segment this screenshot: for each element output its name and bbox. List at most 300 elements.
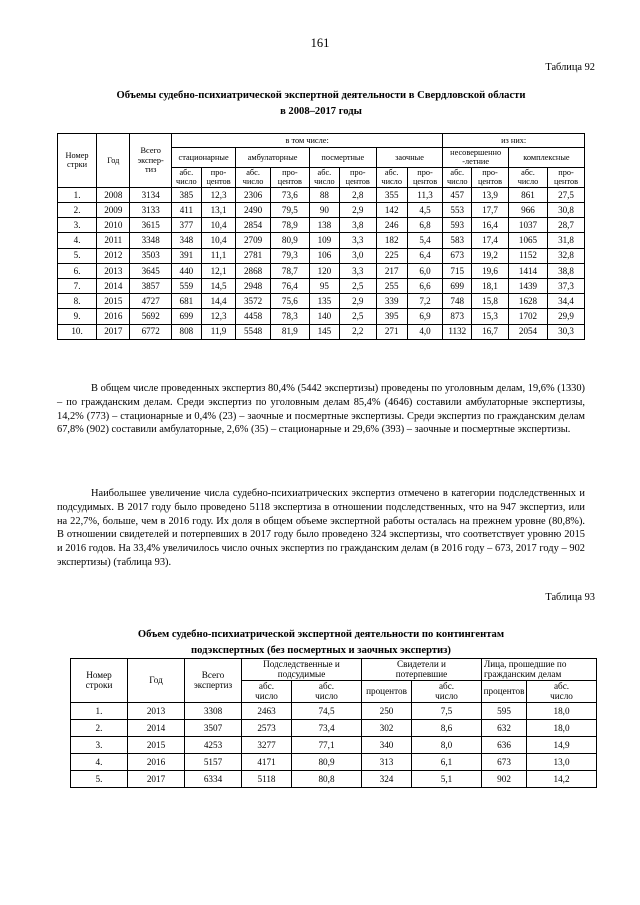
- cell-n: 2.: [58, 203, 97, 218]
- th-minors-l1: несовершенно: [450, 148, 502, 157]
- cell-min-abs: 1132: [443, 324, 472, 339]
- cell-cmp-pct: 29,9: [548, 309, 585, 324]
- cell-abs-abs: 225: [376, 248, 407, 263]
- cell-post-pct: 2,9: [339, 203, 376, 218]
- cell-post-abs: 135: [309, 294, 339, 309]
- cell-abs-abs: 355: [376, 187, 407, 202]
- cell-stat-pct: 14,4: [201, 294, 236, 309]
- cell-abs-pct: 11,3: [407, 187, 443, 202]
- cell-civ-pct: 14,2: [527, 770, 597, 787]
- table-93-title-line2: подэкспертных (без посмертных и заочных экспертиз): [191, 644, 451, 656]
- cell-stat-abs: 559: [171, 278, 201, 293]
- th93-row-number-l2: строки: [85, 680, 113, 691]
- cell-stat-abs: 681: [171, 294, 201, 309]
- th93-civ-abs: [527, 680, 597, 702]
- cell-post-abs: 138: [309, 218, 339, 233]
- cell-cmp-abs: 1628: [508, 294, 547, 309]
- cell-total: 3133: [130, 203, 171, 218]
- cell-civ-pct: 13,0: [527, 753, 597, 770]
- cell-min-pct: 17,4: [472, 233, 509, 248]
- paragraph-1: В общем числе проведенных экспертиз 80,4% (5442 экспертизы) проведены по уголовным делам, 19,6% (1330) – по гражданским делам. Среди экспертиз по уголовным делам 85,4% (4646) составили амбулаторные экспертизы, 14,2% (773) – стационарные и 0,4% (23) – заочные и посмертные экспертизы. Среди экспертиз по гражданским делам 67,8% (902) составили амбулаторные, 2,6% (35) – стационарные и 29,6% (393) – заочные и посмертные экспертизы.: [57, 383, 585, 436]
- cell-stat-abs: 411: [171, 203, 201, 218]
- cell-n: 9.: [58, 309, 97, 324]
- cell-stat-pct: 12,1: [201, 263, 236, 278]
- th-absentee-pct: [407, 167, 443, 187]
- th-year: Год: [97, 134, 130, 188]
- cell-min-abs: 553: [443, 203, 472, 218]
- cell-abs-pct: 4,5: [407, 203, 443, 218]
- th93-civil: [482, 659, 597, 681]
- cell-stat-pct: 12,3: [201, 187, 236, 202]
- th-minors-pct: [472, 167, 509, 187]
- cell-min-pct: 16,4: [472, 218, 509, 233]
- th93-abs-l2: число: [550, 691, 573, 702]
- cell-year: 2015: [97, 294, 130, 309]
- cell-year: 2013: [97, 263, 130, 278]
- cell-civ-abs: 595: [482, 702, 527, 719]
- th-stationary: стационарные: [171, 148, 235, 168]
- th-pct-l2: центов: [345, 177, 370, 187]
- cell-amb-abs: 5548: [236, 324, 271, 339]
- cell-n: 2.: [71, 719, 128, 736]
- th-abs-l1: абс.: [317, 167, 332, 177]
- th93-witnesses-l2: потерпевшие: [395, 669, 448, 680]
- cell-stat-abs: 808: [171, 324, 201, 339]
- cell-total: 3134: [130, 187, 171, 202]
- cell-stat-abs: 391: [171, 248, 201, 263]
- cell-civ-pct: 18,0: [527, 702, 597, 719]
- cell-post-pct: 3,8: [339, 218, 376, 233]
- table-row: [71, 770, 597, 787]
- cell-n: 3.: [58, 218, 97, 233]
- cell-min-pct: 18,1: [472, 278, 509, 293]
- th-minors-l2: -летние: [462, 157, 490, 167]
- table-row: [71, 702, 597, 719]
- th-complex-abs: [508, 167, 547, 187]
- cell-abs-abs: 255: [376, 278, 407, 293]
- cell-cmp-pct: 27,5: [548, 187, 585, 202]
- cell-year: 2016: [97, 309, 130, 324]
- table-row: [71, 719, 597, 736]
- table-row: [58, 294, 585, 309]
- cell-wit-abs: 250: [362, 702, 412, 719]
- cell-stat-abs: 377: [171, 218, 201, 233]
- cell-abs-abs: 142: [376, 203, 407, 218]
- cell-civ-abs: 902: [482, 770, 527, 787]
- cell-total: 5157: [185, 753, 242, 770]
- th-pct-l1: про-: [350, 167, 366, 177]
- th-abs-l1: абс.: [521, 167, 535, 177]
- table-row: [71, 736, 597, 753]
- cell-amb-pct: 79,5: [270, 203, 309, 218]
- cell-stat-abs: 348: [171, 233, 201, 248]
- cell-inv-pct: 73,4: [292, 719, 362, 736]
- cell-year: 2016: [128, 753, 185, 770]
- th-pct-l1: про-: [482, 167, 498, 177]
- th-row-number-l2: стрки: [67, 160, 88, 170]
- cell-abs-abs: 246: [376, 218, 407, 233]
- th-abs-l1: абс.: [384, 167, 399, 177]
- page-number: 161: [310, 36, 330, 50]
- cell-post-abs: 90: [309, 203, 339, 218]
- table-92-title-line2: в 2008–2017 годы: [280, 105, 362, 117]
- cell-amb-abs: 2868: [236, 263, 271, 278]
- cell-inv-pct: 74,5: [292, 702, 362, 719]
- cell-post-pct: 2,5: [339, 309, 376, 324]
- cell-n: 4.: [58, 233, 97, 248]
- th-complex: комплексные: [508, 148, 584, 168]
- cell-cmp-abs: 1065: [508, 233, 547, 248]
- th93-witnesses: [362, 659, 482, 681]
- cell-cmp-abs: 1439: [508, 278, 547, 293]
- cell-year: 2010: [97, 218, 130, 233]
- th-pct-l2: центов: [553, 177, 579, 187]
- th93-abs-l1: абс.: [553, 680, 570, 691]
- cell-civ-pct: 14,9: [527, 736, 597, 753]
- cell-civ-abs: 636: [482, 736, 527, 753]
- cell-amb-abs: 2709: [236, 233, 271, 248]
- cell-n: 1.: [71, 702, 128, 719]
- th-amb-pct: [270, 167, 309, 187]
- cell-amb-pct: 75,6: [270, 294, 309, 309]
- cell-abs-pct: 7,2: [407, 294, 443, 309]
- cell-civ-abs: 673: [482, 753, 527, 770]
- table-92-title: [56, 88, 586, 120]
- th93-abs-l1: абс.: [318, 680, 335, 691]
- cell-cmp-pct: 37,3: [548, 278, 585, 293]
- cell-cmp-pct: 32,8: [548, 248, 585, 263]
- th-absentee-abs: [376, 167, 407, 187]
- cell-n: 4.: [71, 753, 128, 770]
- cell-wit-abs: 313: [362, 753, 412, 770]
- cell-cmp-pct: 30,3: [548, 324, 585, 339]
- table-93-body: [71, 702, 597, 787]
- cell-stat-pct: 10,4: [201, 233, 236, 248]
- table-row: [71, 753, 597, 770]
- th-group-of-which: из них:: [443, 134, 585, 148]
- th93-civil-l2: гражданским делам: [484, 669, 562, 680]
- cell-abs-pct: 6,4: [407, 248, 443, 263]
- th-pct-l2: центов: [277, 177, 302, 187]
- cell-amb-pct: 78,7: [270, 263, 309, 278]
- th-abs-l2: число: [446, 177, 468, 187]
- cell-min-pct: 19,2: [472, 248, 509, 263]
- th-total: [130, 134, 171, 188]
- cell-stat-abs: 440: [171, 263, 201, 278]
- cell-amb-pct: 78,9: [270, 218, 309, 233]
- cell-post-pct: 3,3: [339, 233, 376, 248]
- cell-post-abs: 140: [309, 309, 339, 324]
- th93-total: [185, 659, 242, 703]
- cell-cmp-pct: 30,8: [548, 203, 585, 218]
- th-post-pct: [339, 167, 376, 187]
- cell-post-pct: 3,0: [339, 248, 376, 263]
- th93-abs-l1: абс.: [438, 680, 455, 691]
- cell-min-abs: 593: [443, 218, 472, 233]
- th93-civil-l1: Лица, прошедшие по: [484, 659, 567, 669]
- cell-stat-pct: 11,1: [201, 248, 236, 263]
- cell-n: 3.: [71, 736, 128, 753]
- cell-amb-pct: 80,9: [270, 233, 309, 248]
- th-posthumous: посмертные: [309, 148, 376, 168]
- cell-min-pct: 13,9: [472, 187, 509, 202]
- th93-row-number-l1: Номер: [86, 669, 112, 680]
- th-total-l2: экспер-: [137, 155, 164, 165]
- table-row: [58, 203, 585, 218]
- cell-post-pct: 2,2: [339, 324, 376, 339]
- cell-cmp-abs: 2054: [508, 324, 547, 339]
- cell-total: 6772: [130, 324, 171, 339]
- cell-year: 2012: [97, 248, 130, 263]
- cell-total: 3308: [185, 702, 242, 719]
- th93-abs-l2: число: [255, 691, 278, 702]
- th93-witnesses-l1: Свидетели и: [397, 659, 446, 669]
- cell-stat-pct: 10,4: [201, 218, 236, 233]
- th-abs-l2: число: [314, 177, 335, 187]
- table-92-title-line1: Объемы судебно-психиатрической экспертной деятельности в Свердловской области: [116, 90, 526, 101]
- th-minors: [443, 148, 509, 168]
- th93-total-l2: экспертиз: [193, 680, 233, 691]
- th-total-l3: тиз: [145, 165, 157, 175]
- cell-year: 2008: [97, 187, 130, 202]
- cell-wit-pct: 7,5: [412, 702, 482, 719]
- th-pct-l1: про-: [210, 167, 227, 177]
- table-92-body: [58, 187, 585, 339]
- cell-cmp-pct: 31,8: [548, 233, 585, 248]
- cell-min-abs: 748: [443, 294, 472, 309]
- cell-min-pct: 16,7: [472, 324, 509, 339]
- th-stat-pct: [201, 167, 236, 187]
- cell-inv-abs: 4171: [242, 753, 292, 770]
- cell-post-pct: 2,5: [339, 278, 376, 293]
- cell-amb-pct: 78,3: [270, 309, 309, 324]
- cell-post-pct: 3,3: [339, 263, 376, 278]
- cell-min-abs: 699: [443, 278, 472, 293]
- table-93-title: [56, 627, 586, 659]
- th93-investigated-l2: подсудимые: [277, 669, 326, 680]
- cell-total: 3645: [130, 263, 171, 278]
- cell-n: 5.: [71, 770, 128, 787]
- cell-min-pct: 17,7: [472, 203, 509, 218]
- cell-n: 8.: [58, 294, 97, 309]
- cell-post-abs: 95: [309, 278, 339, 293]
- th-pct-l1: про-: [417, 167, 433, 177]
- cell-post-abs: 88: [309, 187, 339, 202]
- cell-abs-pct: 5,4: [407, 233, 443, 248]
- cell-year: 2017: [128, 770, 185, 787]
- cell-year: 2015: [128, 736, 185, 753]
- cell-abs-abs: 182: [376, 233, 407, 248]
- cell-total: 3503: [130, 248, 171, 263]
- cell-wit-pct: 5,1: [412, 770, 482, 787]
- cell-abs-pct: 6,6: [407, 278, 443, 293]
- cell-inv-abs: 2573: [242, 719, 292, 736]
- cell-post-abs: 109: [309, 233, 339, 248]
- th93-total-abs: [242, 680, 292, 702]
- th93-wit-pct: процентов: [482, 680, 527, 702]
- cell-n: 10.: [58, 324, 97, 339]
- th-ambulatory: амбулаторные: [236, 148, 310, 168]
- table-row: [58, 309, 585, 324]
- cell-amb-abs: 2306: [236, 187, 271, 202]
- cell-abs-pct: 6,9: [407, 309, 443, 324]
- cell-inv-abs: 5118: [242, 770, 292, 787]
- cell-amb-pct: 73,6: [270, 187, 309, 202]
- cell-amb-abs: 2781: [236, 248, 271, 263]
- cell-abs-abs: 395: [376, 309, 407, 324]
- cell-year: 2009: [97, 203, 130, 218]
- th93-total-l1: Всего: [201, 669, 225, 680]
- th-pct-l1: про-: [282, 167, 298, 177]
- cell-cmp-abs: 1152: [508, 248, 547, 263]
- th-minors-abs: [443, 167, 472, 187]
- table-row: [58, 218, 585, 233]
- cell-min-abs: 583: [443, 233, 472, 248]
- cell-inv-pct: 80,8: [292, 770, 362, 787]
- cell-cmp-abs: 1702: [508, 309, 547, 324]
- cell-min-pct: 15,3: [472, 309, 509, 324]
- cell-inv-abs: 3277: [242, 736, 292, 753]
- cell-n: 7.: [58, 278, 97, 293]
- paragraph-2: Наибольшее увеличение числа судебно-психиатрических экспертиз отмечено в категории подследственных и подсудимых. В 2017 году было проведено 5118 экспертиза в отношении подследственных, что на 947 экспертиз, или на 22,7%, больше, чем в 2016 году. Их доля в общем объеме экспертной работы осталась на прежнем уровне (80,8%). В отношении свидетелей и потерпевших в 2017 году было проведено 324 экспертизы, что соответствует уровню 2015 и 2016 годов. На 33,4% увеличилось число очных экспертиз по гражданским делам (в 2016 году – 673, 2017 году – 902 экспертизы) (таблица 93).: [57, 488, 585, 569]
- cell-cmp-abs: 1037: [508, 218, 547, 233]
- cell-inv-pct: 80,9: [292, 753, 362, 770]
- cell-min-abs: 457: [443, 187, 472, 202]
- th-abs-l2: число: [176, 177, 197, 187]
- table-row: [58, 187, 585, 202]
- cell-n: 6.: [58, 263, 97, 278]
- cell-min-pct: 19,6: [472, 263, 509, 278]
- cell-year: 2017: [97, 324, 130, 339]
- cell-total: 5692: [130, 309, 171, 324]
- th93-row-number: [71, 659, 128, 703]
- cell-total: 3615: [130, 218, 171, 233]
- th-abs-l2: число: [517, 177, 539, 187]
- th93-investigated-l1: Подследственные и: [263, 659, 340, 669]
- cell-amb-abs: 2948: [236, 278, 271, 293]
- cell-abs-pct: 6,0: [407, 263, 443, 278]
- cell-stat-abs: 699: [171, 309, 201, 324]
- th-amb-abs: [236, 167, 271, 187]
- table-92-label: Таблица 92: [545, 62, 595, 73]
- th-pct-l2: центов: [477, 177, 503, 187]
- cell-total: 3348: [130, 233, 171, 248]
- th-total-l1: Всего: [140, 146, 161, 156]
- th-pct-l2: центов: [206, 177, 231, 187]
- cell-stat-pct: 11,9: [201, 324, 236, 339]
- cell-total: 4727: [130, 294, 171, 309]
- th-abs-l2: число: [381, 177, 402, 187]
- cell-stat-pct: 12,3: [201, 309, 236, 324]
- cell-min-abs: 715: [443, 263, 472, 278]
- th93-abs-l2: число: [315, 691, 338, 702]
- cell-total: 4253: [185, 736, 242, 753]
- cell-wit-pct: 8,0: [412, 736, 482, 753]
- cell-year: 2011: [97, 233, 130, 248]
- cell-wit-pct: 8,6: [412, 719, 482, 736]
- th-abs-l1: абс.: [246, 167, 260, 177]
- cell-amb-abs: 2854: [236, 218, 271, 233]
- table-93-header-row-1: [71, 659, 597, 681]
- cell-min-abs: 673: [443, 248, 472, 263]
- cell-wit-abs: 302: [362, 719, 412, 736]
- cell-post-abs: 106: [309, 248, 339, 263]
- table-92: [57, 133, 585, 340]
- cell-civ-pct: 18,0: [527, 719, 597, 736]
- table-row: [58, 324, 585, 339]
- cell-amb-abs: 2490: [236, 203, 271, 218]
- th-stat-abs: [171, 167, 201, 187]
- th-pct-l1: про-: [558, 167, 574, 177]
- cell-inv-abs: 2463: [242, 702, 292, 719]
- cell-cmp-pct: 34,4: [548, 294, 585, 309]
- th93-wit-abs: [412, 680, 482, 702]
- cell-post-pct: 2,8: [339, 187, 376, 202]
- cell-post-abs: 145: [309, 324, 339, 339]
- cell-cmp-pct: 38,8: [548, 263, 585, 278]
- table-93-label: Таблица 93: [545, 592, 595, 603]
- cell-cmp-abs: 966: [508, 203, 547, 218]
- cell-n: 5.: [58, 248, 97, 263]
- table-93-title-line1: Объем судебно-психиатрической экспертной деятельности по контингентам: [137, 629, 505, 640]
- table-row: [58, 278, 585, 293]
- cell-total: 6334: [185, 770, 242, 787]
- th-abs-l2: число: [242, 177, 264, 187]
- table-93: [70, 658, 597, 788]
- cell-wit-abs: 324: [362, 770, 412, 787]
- th93-inv-pct: процентов: [362, 680, 412, 702]
- cell-year: 2014: [128, 719, 185, 736]
- th93-year: Год: [128, 659, 185, 703]
- th-absentee: заочные: [376, 148, 443, 168]
- th-row-number: [58, 134, 97, 188]
- cell-min-pct: 15,8: [472, 294, 509, 309]
- th93-abs-l1: абс.: [258, 680, 275, 691]
- th-row-number-l1: Номер: [65, 150, 89, 160]
- th-pct-l2: центов: [412, 177, 438, 187]
- cell-n: 1.: [58, 187, 97, 202]
- cell-abs-pct: 4,0: [407, 324, 443, 339]
- cell-total: 3507: [185, 719, 242, 736]
- cell-inv-pct: 77,1: [292, 736, 362, 753]
- th-group-including: в том числе:: [171, 134, 442, 148]
- cell-amb-pct: 76,4: [270, 278, 309, 293]
- cell-total: 3857: [130, 278, 171, 293]
- cell-cmp-pct: 28,7: [548, 218, 585, 233]
- cell-stat-pct: 13,1: [201, 203, 236, 218]
- cell-stat-pct: 14,5: [201, 278, 236, 293]
- th93-abs-l2: число: [435, 691, 458, 702]
- cell-year: 2014: [97, 278, 130, 293]
- cell-abs-abs: 271: [376, 324, 407, 339]
- cell-abs-abs: 339: [376, 294, 407, 309]
- cell-wit-abs: 340: [362, 736, 412, 753]
- cell-post-abs: 120: [309, 263, 339, 278]
- th-abs-l1: абс.: [450, 167, 465, 177]
- cell-cmp-abs: 1414: [508, 263, 547, 278]
- cell-post-pct: 2,9: [339, 294, 376, 309]
- table-row: [58, 248, 585, 263]
- cell-stat-abs: 385: [171, 187, 201, 202]
- table-row: [58, 233, 585, 248]
- cell-amb-pct: 79,3: [270, 248, 309, 263]
- cell-amb-abs: 3572: [236, 294, 271, 309]
- cell-amb-pct: 81,9: [270, 324, 309, 339]
- th-complex-pct: [548, 167, 585, 187]
- cell-min-abs: 873: [443, 309, 472, 324]
- th93-inv-abs: [292, 680, 362, 702]
- table-row: [58, 263, 585, 278]
